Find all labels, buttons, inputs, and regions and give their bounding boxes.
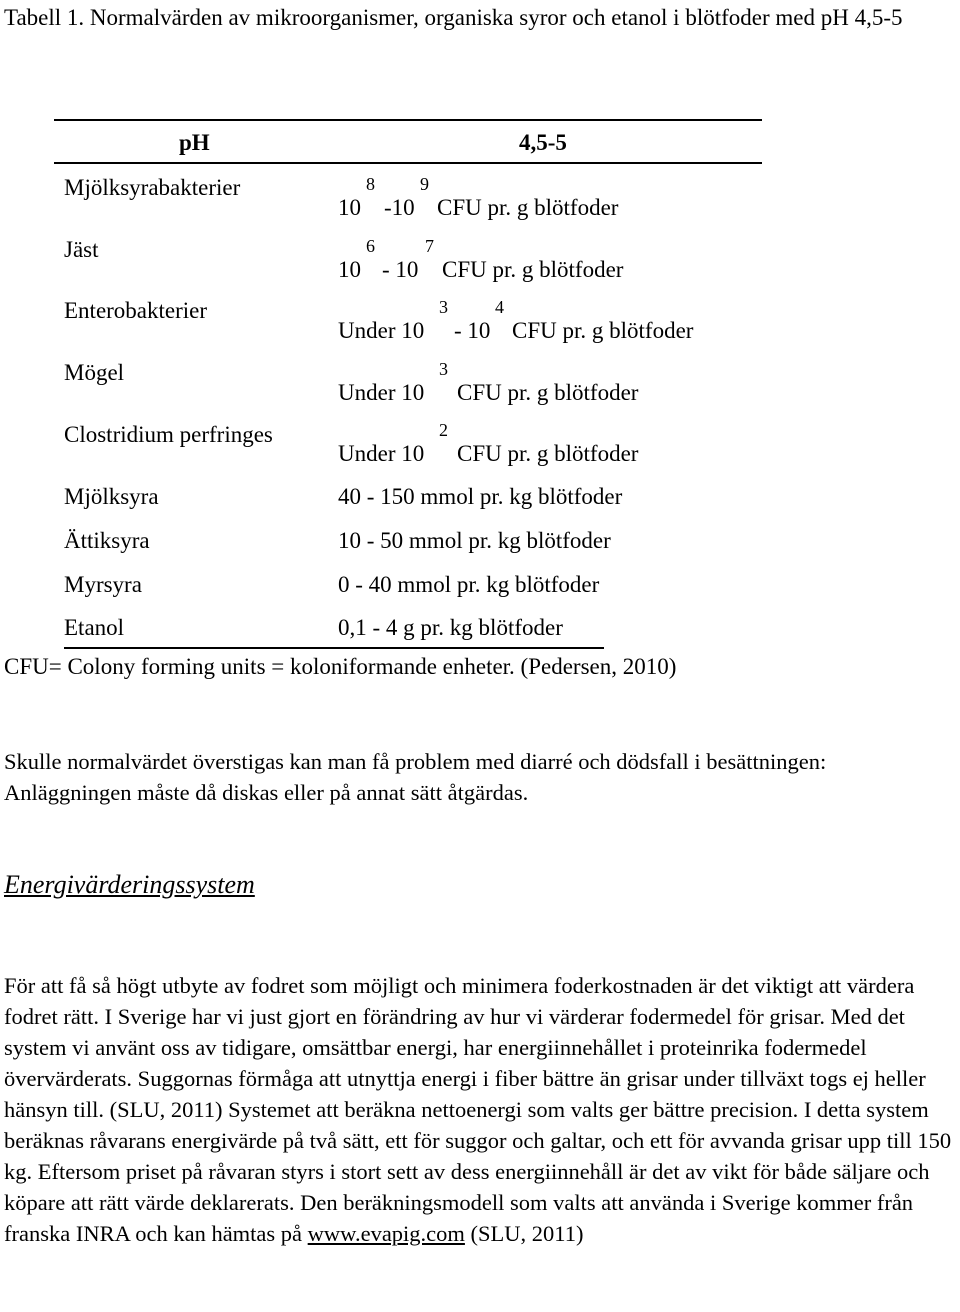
row-value: 0,1 - 4 g pr. kg blötfoder bbox=[338, 615, 563, 640]
paragraph-body: För att få så högt utbyte av fodret som möjligt och minimera foderkostnaden är det viktigt att värdera fodret rätt. I Sverige har vi just gjort en förändring av hur vi värderar fodermedel för grisar. Med det system vi använt oss av tidigare, omsättbar energi, har energiinnehållet i proteinrika fodermedel övervärderats. Suggornas förmåga att utnyttja energi i fiber bättre än grisar under tillväxt togs ej heller hänsyn till. (SLU, 2011) Systemet att beräkna nettoenergi som valts ger bättre precision. I detta system beräknas råvarans energivärde på två sätt, ett för suggor och galtar, och ett för avvanda grisar upp till 150 kg. Eftersom priset på råvaran styrs i stort sett av dess energiinnehåll är det av vikt för både säljare och köpare att rätt värde deklarerats. Den beräkningsmodell som valts att använda i Sverige kommer från franska INRA och kan hämtas på bbox=[4, 973, 952, 1246]
section-heading: Energivärderingssystem bbox=[4, 870, 255, 899]
row-label-enterobakterier: Enterobakterier bbox=[64, 298, 208, 323]
row-value-separator: -10 bbox=[384, 195, 415, 220]
header-ph-value: 4,5-5 bbox=[519, 130, 567, 155]
row-value-exponent: 4 bbox=[495, 297, 504, 317]
row-value-exponent: 9 bbox=[420, 174, 429, 194]
row-value-unit: CFU pr. g blötfoder bbox=[437, 195, 619, 220]
row-value-base: Under 10 bbox=[338, 441, 425, 466]
row-value-unit: CFU pr. g blötfoder bbox=[512, 318, 694, 343]
row-value-base: 10 bbox=[338, 195, 361, 220]
paragraph-citation: (SLU, 2011) bbox=[470, 1221, 584, 1246]
table-top-rule bbox=[54, 119, 762, 121]
evapig-link[interactable]: www.evapig.com bbox=[307, 1221, 465, 1246]
row-value: 10 - 50 mmol pr. kg blötfoder bbox=[338, 528, 611, 553]
row-label-attiksyra: Ättiksyra bbox=[64, 528, 150, 553]
row-label-mjolksyrabakterier: Mjölksyrabakterier bbox=[64, 175, 241, 200]
row-value-separator: - 10 bbox=[382, 257, 419, 282]
row-value-exponent: 3 bbox=[439, 359, 448, 379]
table-footnote: CFU= Colony forming units = koloniformande enheter. (Pedersen, 2010) bbox=[4, 654, 677, 679]
table-bottom-rule bbox=[64, 647, 604, 649]
row-value: 40 - 150 mmol pr. kg blötfoder bbox=[338, 484, 623, 509]
row-value-base: 10 bbox=[338, 257, 361, 282]
row-value-exponent: 8 bbox=[366, 174, 375, 194]
paragraph-normalvarde: Skulle normalvärdet överstigas kan man få problem med diarré och dödsfall i besättningen: Anläggningen måste då diskas eller på annat sätt åtgärdas. bbox=[4, 749, 827, 805]
row-label-clostridium-perfringes: Clostridium perfringes bbox=[64, 422, 273, 447]
row-label-etanol: Etanol bbox=[64, 615, 125, 640]
row-value-exponent: 2 bbox=[439, 420, 448, 440]
row-value: 0 - 40 mmol pr. kg blötfoder bbox=[338, 572, 600, 597]
row-label-jast: Jäst bbox=[64, 237, 99, 262]
table-header-rule bbox=[54, 162, 762, 164]
row-label-mogel: Mögel bbox=[64, 360, 125, 385]
row-value-base: Under 10 bbox=[338, 380, 425, 405]
row-value-exponent: 7 bbox=[425, 236, 434, 256]
paragraph-energivardering bbox=[4, 970, 954, 1249]
row-value-exponent: 3 bbox=[439, 297, 448, 317]
row-value-unit: CFU pr. g blötfoder bbox=[457, 441, 639, 466]
row-value-unit: CFU pr. g blötfoder bbox=[457, 380, 639, 405]
row-label-mjolksyra: Mjölksyra bbox=[64, 484, 159, 509]
table-caption: Tabell 1. Normalvärden av mikroorganismer, organiska syror och etanol i blötfoder med pH 4,5-5 bbox=[4, 5, 903, 30]
row-value-separator: - 10 bbox=[454, 318, 491, 343]
row-value-exponent: 6 bbox=[366, 236, 375, 256]
row-label-myrsyra: Myrsyra bbox=[64, 572, 142, 597]
row-value-base: Under 10 bbox=[338, 318, 425, 343]
header-ph-label: pH bbox=[179, 130, 210, 155]
row-value-unit: CFU pr. g blötfoder bbox=[442, 257, 624, 282]
